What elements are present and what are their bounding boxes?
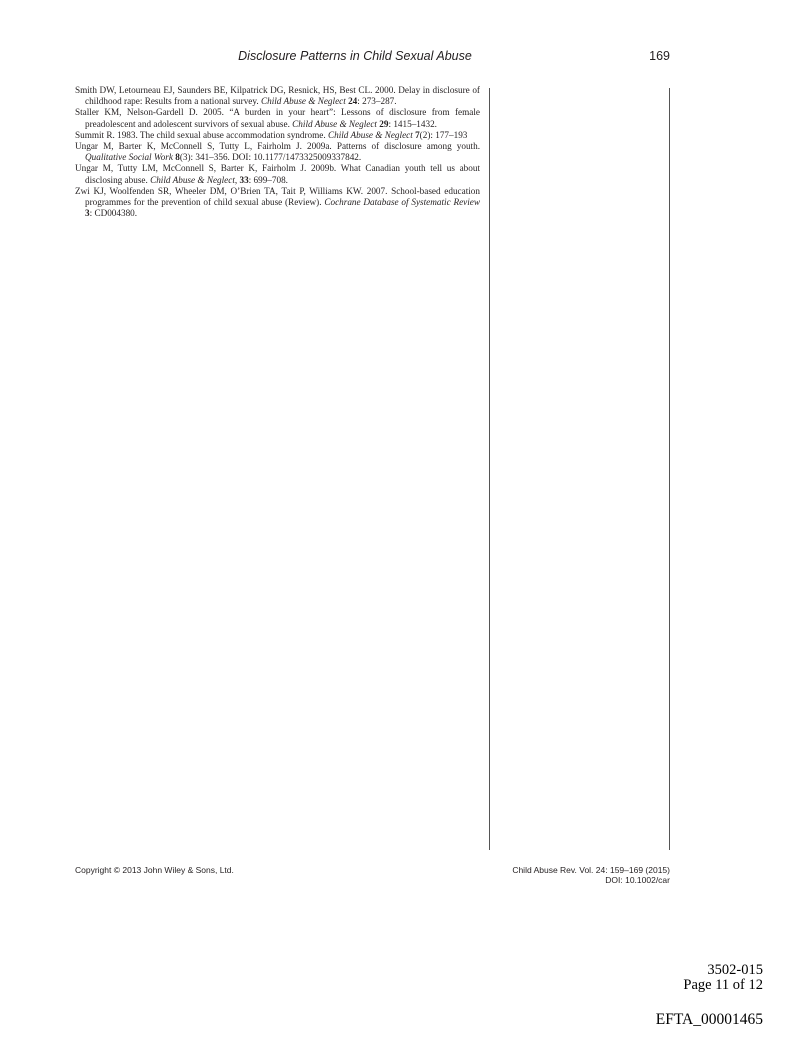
citation-line: Child Abuse Rev. Vol. 24: 159–169 (2015): [512, 865, 670, 875]
page-number: 169: [649, 49, 670, 63]
reference-item: Staller KM, Nelson-Gardell D. 2005. “A burden in your heart”: Lessons of disclosure from female preadolescent and adolescent survivors of sexual abuse. Child Abuse & Neglect 29: 1415–1432.: [75, 107, 480, 129]
page-count: Page 11 of 12: [683, 977, 763, 993]
reference-item: Ungar M, Barter K, McConnell S, Tutty L, Fairholm J. 2009a. Patterns of disclosure among youth. Qualitative Social Work 8(3): 341–356. DOI: 10.1177/1473325009337842.: [75, 141, 480, 163]
reference-list: [75, 85, 480, 219]
reference-item: Summit R. 1983. The child sexual abuse accommodation syndrome. Child Abuse & Neglect 7(2): 177–193: [75, 129, 468, 140]
column-divider-left: [489, 88, 490, 850]
reference-item: Zwi KJ, Woolfenden SR, Wheeler DM, O’Brien TA, Tait P, Williams KW. 2007. School-based education programmes for the prevention of child sexual abuse (Review). Cochrane Database of Systematic Review 3: CD004380.: [75, 185, 480, 219]
column-divider-right: [669, 88, 670, 850]
running-title: Disclosure Patterns in Child Sexual Abuse: [238, 49, 472, 63]
reference-item: Ungar M, Tutty LM, McConnell S, Barter K, Fairholm J. 2009b. What Canadian youth tell us about disclosing abuse. Child Abuse & Neglect, 33: 699–708.: [75, 163, 480, 185]
copyright-notice: Copyright © 2013 John Wiley & Sons, Ltd.: [75, 865, 234, 875]
document-code: 3502-015: [707, 962, 763, 978]
journal-citation: [470, 865, 670, 885]
doi-line: DOI: 10.1002/car: [605, 875, 670, 885]
reference-item: Smith DW, Letourneau EJ, Saunders BE, Kilpatrick DG, Resnick, HS, Best CL. 2000. Delay in disclosure of childhood rape: Results from a national survey. Child Abuse & Neglect 24: 273–287.: [75, 85, 480, 107]
bates-number: EFTA_00001465: [655, 1011, 763, 1028]
